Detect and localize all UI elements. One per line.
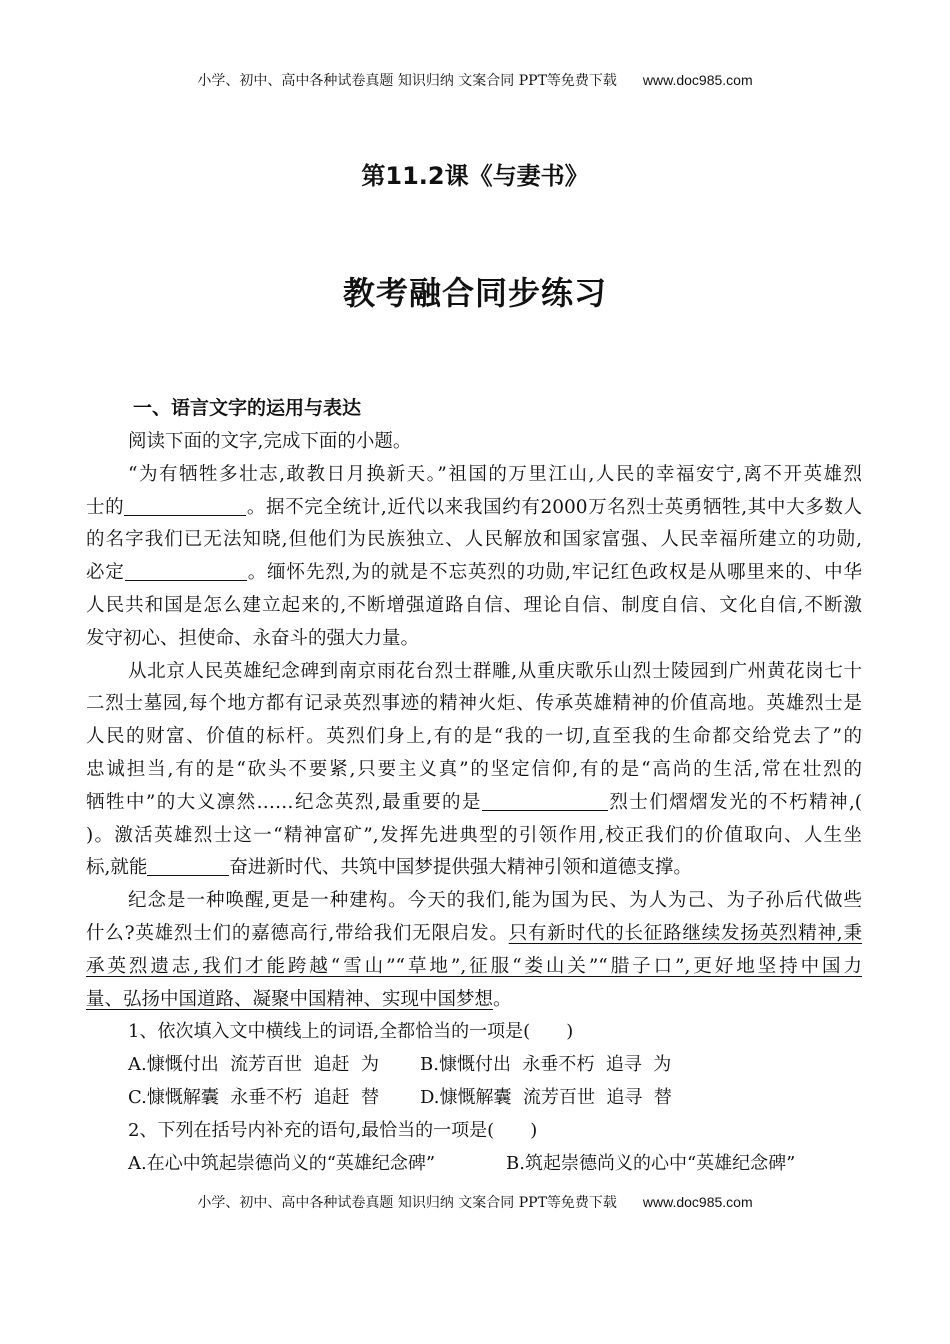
- passage-line: [86, 754, 862, 787]
- passage-text: 发守初心、担使命、永奋斗的强大力量。: [86, 627, 420, 649]
- passage-text: 士的: [86, 496, 125, 518]
- page-header: [0, 70, 950, 90]
- passage-line: [86, 721, 862, 754]
- question-1-options-row-1: [86, 1049, 862, 1082]
- passage-text: 奋进新时代、共筑中国梦提供强大精神引领和道德支撑。: [229, 857, 692, 879]
- passage-line: [86, 885, 862, 918]
- passage-line: [86, 557, 862, 590]
- passage-text: 。缅怀先烈,为的就是不忘英烈的功勋,牢记红色政权是从哪里来的、中华: [246, 562, 862, 584]
- passage-text: 烈士们熠熠发光的不朽精神,(: [607, 791, 862, 813]
- fill-blank: [124, 495, 246, 516]
- header-site: www.doc985.com: [642, 72, 753, 88]
- passage-text: “为有牺牲多壮志,敢教日月换新天。”祖国的万里江山,人民的幸福安宁,离不开英雄烈: [128, 463, 862, 485]
- question-1-options-row-2: [86, 1082, 862, 1115]
- option-c: C.慷慨解囊 永垂不朽 追赶 替: [128, 1086, 380, 1108]
- passage-line: [86, 656, 862, 689]
- passage-text: 人民共和国是怎么建立起来的,不断增强道路自信、理论自信、制度自信、文化自信,不断激: [86, 594, 862, 616]
- passage-text: 牺牲中”的大义凛然……纪念英烈,最重要的是: [86, 791, 482, 813]
- footer-site: www.doc985.com: [642, 1194, 753, 1210]
- questions: [86, 1016, 862, 1180]
- option-b: B.慷慨付出 永垂不朽 追寻 为: [420, 1054, 672, 1076]
- passage-line: [86, 524, 862, 557]
- question-2-stem: 2、下列在括号内补充的语句,最恰当的一项是( ): [128, 1119, 538, 1141]
- passage-line: [86, 918, 862, 951]
- option-a: A.在心中筑起崇德尚义的“英雄纪念碑”: [128, 1152, 436, 1174]
- passage-text: )。激活英雄烈士这一“精神富矿”,发挥先进典型的引领作用,校正我们的价值取向、人生坐: [86, 824, 862, 846]
- passage-text: 的名字我们已无法知晓,但他们为民族独立、人民解放和国家富强、人民幸福所建立的功勋,: [86, 529, 862, 551]
- passage-line: [86, 984, 862, 1017]
- fill-blank: [482, 790, 608, 811]
- question-2-options-row-1: [86, 1148, 862, 1181]
- passage-line: [86, 951, 862, 984]
- underlined-text: 承英烈遗志,我们才能跨越“雪山”“草地”,征服“娄山关”“腊子口”,更好地坚持中国力: [86, 955, 862, 977]
- instruction: 阅读下面的文字,完成下面的小题。: [128, 431, 412, 452]
- passage-line: [86, 492, 862, 525]
- passage-text: 忠诚担当,有的是“砍头不要紧,只要主义真”的坚定信仰,有的是“高尚的生活,常在壮烈的: [86, 758, 862, 780]
- section-heading: 一、语言文字的运用与表达: [133, 397, 362, 419]
- lesson-title: 第11.2课《与妻书》: [361, 162, 589, 190]
- passage-text: 什么?英雄烈士们的嘉德高行,带给我们无限启发。: [86, 922, 509, 944]
- passage-line: [86, 459, 862, 492]
- exercise-title: 教考融合同步练习: [342, 274, 607, 312]
- underlined-text: 量、弘扬中国道路、凝聚中国精神、实现中国梦想: [86, 988, 494, 1010]
- option-a: A.慷慨付出 流芳百世 追赶 为: [128, 1054, 380, 1076]
- passage-text: 人民的财富、价值的标杆。英烈们身上,有的是“我的一切,直至我的生命都交给党去了”的: [86, 726, 862, 748]
- passage-line: [86, 623, 862, 656]
- passage-text: 从北京人民英雄纪念碑到南京雨花台烈士群雕,从重庆歌乐山烈士陵园到广州黄花岗七十: [128, 660, 862, 682]
- passage-line: [86, 820, 862, 853]
- document-body: [86, 426, 862, 1180]
- option-d: D.慷慨解囊 流芳百世 追寻 替: [420, 1086, 672, 1108]
- question-1-stem: 1、依次填入文中横线上的词语,全都恰当的一项是( ): [128, 1021, 574, 1043]
- passage-text: 纪念是一种唤醒,更是一种建构。今天的我们,能为国为民、为人为己、为子孙后代做些: [128, 890, 862, 912]
- fill-blank: [125, 560, 247, 581]
- fill-blank: [147, 855, 229, 876]
- passage: [86, 459, 862, 1017]
- passage-text: 标,就能: [86, 857, 148, 879]
- passage-line: [86, 688, 862, 721]
- passage-text: 。: [493, 988, 512, 1010]
- passage-line: [86, 590, 862, 623]
- underlined-text: 只有新时代的长征路继续发扬英烈精神,秉: [508, 922, 862, 944]
- passage-line: [86, 852, 862, 885]
- passage-text: 二烈士墓园,每个地方都有记录英烈事迹的精神火炬、传承英雄精神的价值高地。英雄烈士是: [86, 693, 862, 715]
- option-b: B.筑起崇德尚义的心中“英雄纪念碑”: [506, 1152, 796, 1174]
- passage-text: 必定: [86, 562, 125, 584]
- footer-text: 小学、初中、高中各种试卷真题 知识归纳 文案合同 PPT等免费下载: [197, 1195, 617, 1211]
- header-text: 小学、初中、高中各种试卷真题 知识归纳 文案合同 PPT等免费下载: [197, 73, 617, 89]
- passage-line: [86, 787, 862, 820]
- passage-text: 。据不完全统计,近代以来我国约有2000万名烈士英勇牺牲,其中大多数人: [246, 496, 862, 518]
- page-footer: [0, 1192, 950, 1212]
